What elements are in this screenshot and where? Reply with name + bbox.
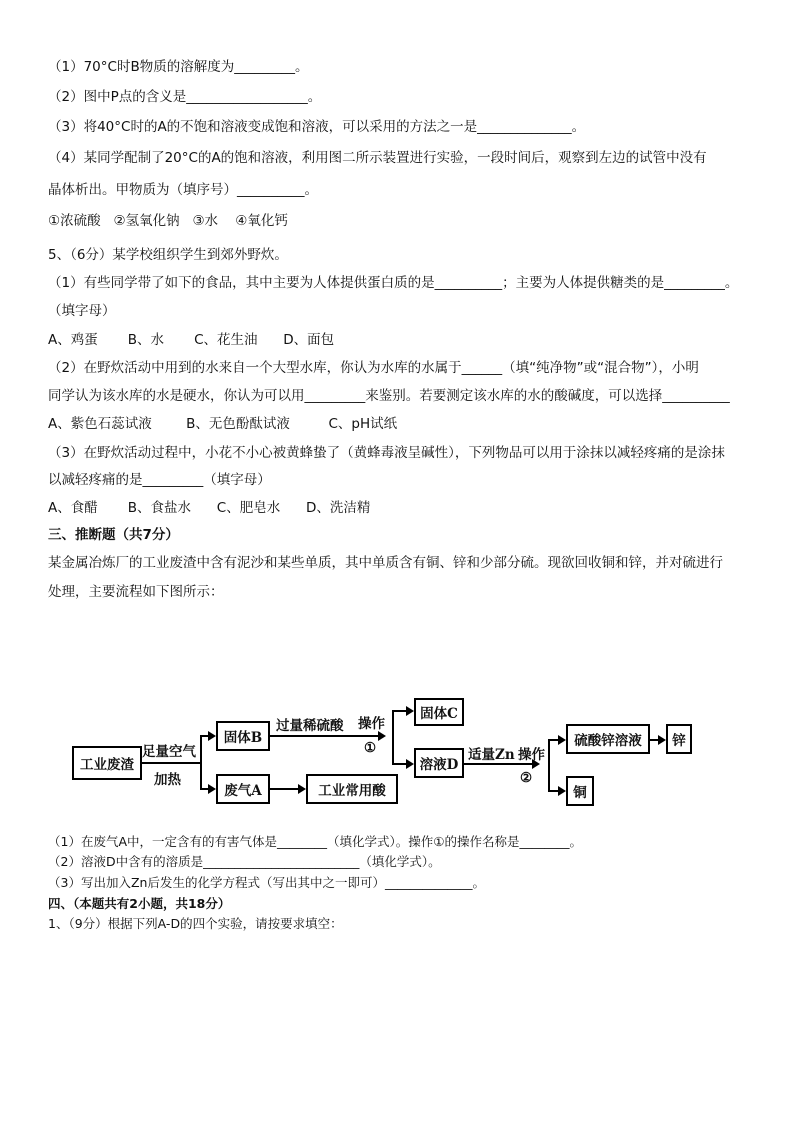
label-solution-d: 溶液D <box>419 757 459 773</box>
label-acid: 工业常用酸 <box>318 783 386 799</box>
arrow-to-a <box>208 784 216 794</box>
text-line-content: ①浓硫酸 ②氢氧化钠 ③水 ④氧化钙 <box>48 213 288 229</box>
box-industrial-waste <box>72 746 142 780</box>
box-znso4 <box>566 724 650 754</box>
text-line <box>48 245 288 265</box>
line-waste-out <box>142 762 200 764</box>
text-line <box>48 525 179 545</box>
text-line-content: （2）在野炊活动中用到的水来自一个大型水库，你认为水库的水属于______（填“纯净物”或“混合物”），小明 <box>48 360 699 376</box>
text-line <box>48 873 485 893</box>
text-line-content: （3）写出加入Zn后发生的化学方程式（写出其中之一即可）______________。 <box>48 875 485 890</box>
line-branch-3 <box>548 739 550 791</box>
label-op1-num: ① <box>364 740 377 756</box>
text-line <box>48 57 308 77</box>
label-op2-num: ② <box>520 770 533 786</box>
text-line-content: 三、推断题（共7分） <box>48 527 179 543</box>
text-line-content: 处理，主要流程如下图所示： <box>48 584 224 600</box>
label-op2: 操作 <box>518 747 545 763</box>
label-op1: 操作 <box>358 716 385 732</box>
line-to-c <box>392 710 406 712</box>
box-solid-b <box>216 721 270 751</box>
text-line <box>48 87 321 107</box>
line-branch-1 <box>200 735 202 789</box>
label-solid-b: 固体B <box>223 730 263 746</box>
line-d-out <box>464 763 536 765</box>
box-copper <box>566 776 594 806</box>
text-line <box>48 894 230 914</box>
label-acid-dilute: 过量稀硫酸 <box>276 718 344 734</box>
text-line-content: （填字母） <box>48 303 116 319</box>
arrow-to-acid <box>298 784 306 794</box>
text-line-content: （1）有些同学带了如下的食品，其中主要为人体提供蛋白质的是__________；主要为人体提供糖类的是_________。 <box>48 275 739 291</box>
text-line-content: （4）某同学配制了20°C的A的饱和溶液，利用图二所示装置进行实验，一段时间后，观察到左边的试管中没有 <box>48 150 707 166</box>
text-line <box>48 330 334 350</box>
text-line-content: （3）在野炊活动过程中，小花不小心被黄蜂蛰了（黄蜂毒液呈碱性），下列物品可以用于涂抹以减轻疼痛的是涂抹 <box>48 445 725 461</box>
arrow-to-d <box>406 759 414 769</box>
text-line-content: （1）在废气A中，一定含有的有害气体是________（填化学式）。操作①的操作名称是________。 <box>48 834 582 849</box>
text-line-content: A、紫色石蕊试液 B、无色酚酞试液 C、pH试纸 <box>48 416 398 432</box>
text-line <box>48 443 725 463</box>
text-line <box>48 386 730 406</box>
label-copper: 铜 <box>573 785 587 801</box>
text-line <box>48 273 738 293</box>
text-line <box>48 180 318 200</box>
line-to-copper <box>548 790 558 792</box>
text-line <box>48 301 116 321</box>
label-gas-a: 废气A <box>224 783 262 799</box>
arrow-to-znso4 <box>558 735 566 745</box>
text-line-content: 某金属冶炼厂的工业废渣中含有泥沙和某些单质，其中单质含有铜、锌和少部分硫。现欲回收铜和锌，并对硫进行 <box>48 555 723 571</box>
line-branch-2 <box>392 710 394 764</box>
box-zinc <box>666 724 692 754</box>
text-line-content: （2）图中P点的含义是__________________。 <box>48 89 322 105</box>
text-line-content: 同学认为该水库的水是硬水，你认为可以用_________来鉴别。若要测定该水库的水的酸碱度，可以选择__________ <box>48 388 730 404</box>
arrow-to-c <box>406 706 414 716</box>
label-heat: 加热 <box>154 772 181 788</box>
line-to-znso4 <box>548 739 558 741</box>
line-b-out <box>270 735 382 737</box>
label-waste: 工业废渣 <box>80 757 134 773</box>
text-line <box>48 498 370 518</box>
text-line-content: 晶体析出。甲物质为（填序号）__________。 <box>48 182 318 198</box>
text-line-content: 四、（本题共有2小题，共18分） <box>48 896 231 911</box>
text-line-content: A、食醋 B、食盐水 C、肥皂水 D、洗洁精 <box>48 500 371 516</box>
line-znso4-to-zinc <box>650 739 658 741</box>
text-line <box>48 852 441 872</box>
text-line-content: A、鸡蛋 B、水 C、花生油 D、面包 <box>48 332 335 348</box>
label-zn: 适量Zn <box>468 747 515 763</box>
box-industrial-acid <box>306 774 398 804</box>
text-line-content: 5、（6分）某学校组织学生到郊外野炊。 <box>48 247 288 263</box>
arrow-b-out <box>378 731 386 741</box>
text-line-content: （2）溶液D中含有的溶质是_________________________（填化学式）。 <box>48 854 441 869</box>
process-flowchart <box>66 690 706 815</box>
text-line <box>48 470 271 490</box>
text-line <box>48 148 707 168</box>
text-line <box>48 117 585 137</box>
text-line <box>48 211 288 231</box>
text-line <box>48 914 343 934</box>
text-line-content: 以减轻疼痛的是_________（填字母） <box>48 472 271 488</box>
line-a-to-acid <box>270 788 298 790</box>
arrow-to-b <box>208 731 216 741</box>
box-gas-a <box>216 774 270 804</box>
text-line <box>48 358 699 378</box>
text-line-content: （1）70°C时B物质的溶解度为_________。 <box>48 59 309 75</box>
arrow-to-zinc <box>658 735 666 745</box>
line-to-d <box>392 763 406 765</box>
label-zinc: 锌 <box>672 733 686 749</box>
text-line <box>48 553 723 573</box>
text-line <box>48 832 582 852</box>
text-line <box>48 582 224 602</box>
text-line <box>48 414 397 434</box>
label-solid-c: 固体C <box>420 706 458 722</box>
box-solution-d <box>414 748 464 778</box>
label-air: 足量空气 <box>142 744 196 760</box>
box-solid-c <box>414 698 464 726</box>
text-line-content: 1、（9分）根据下列A-D的四个实验，请按要求填空： <box>48 916 343 931</box>
text-line-content: （3）将40°C时的A的不饱和溶液变成饱和溶液，可以采用的方法之一是______________。 <box>48 119 586 135</box>
arrow-to-copper <box>558 786 566 796</box>
label-znso4: 硫酸锌溶液 <box>574 733 642 749</box>
